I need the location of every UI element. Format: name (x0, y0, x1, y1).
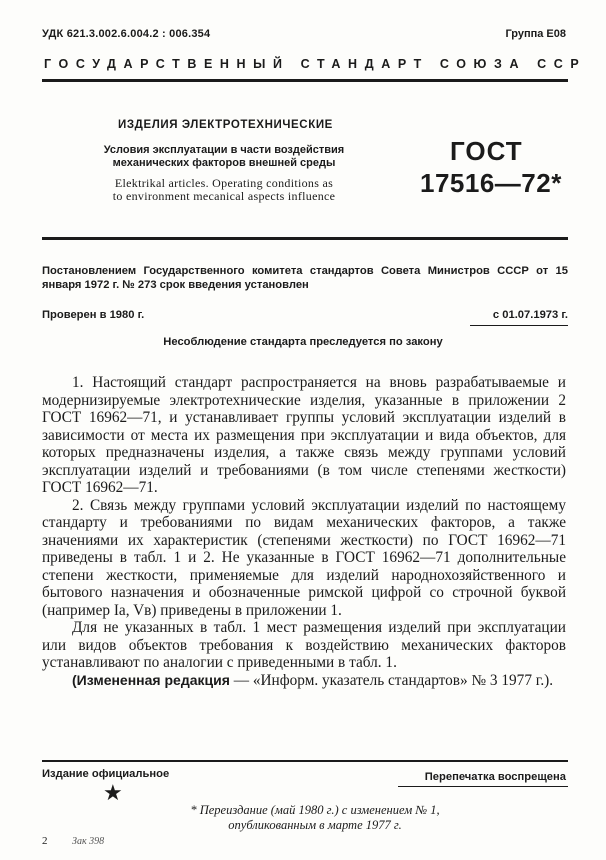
title-divider (42, 237, 568, 240)
reissue-note (140, 803, 490, 833)
paragraph: 1. Настоящий стандарт распространяется на вновь разрабатываемые и модернизируемые электротехнические изделия, указанные в приложении 2 ГОСТ 16962—71, и устанавливает группы условий эксплуатации изделий в зависимости от места их размещения при эксплуатации и вида объектов, для которых предназначены изделия, а также связь между группами условий эксплуатации изделий и требованиями (в том числе степенями жесткости) ГОСТ 16962—71. (42, 374, 566, 496)
gost-number: 17516—72* (420, 168, 562, 198)
title-subtitle (88, 144, 360, 170)
top-divider (42, 79, 568, 82)
page-number: 2 (42, 835, 48, 847)
order-number: Зак 398 (72, 836, 105, 847)
title-english-line: Elektrikal articles. Operating conditions as (114, 176, 334, 190)
official-edition: Издание официальное (42, 768, 170, 780)
standard-body (42, 374, 566, 689)
udk-code: УДК 621.3.002.6.004.2 : 006.354 (42, 28, 211, 40)
reprint-underline (398, 786, 568, 787)
law-notice: Несоблюдение стандарта преследуется по закону (163, 336, 443, 348)
title-english-line: to environment mecanical aspects influence (112, 189, 336, 203)
date-underline (470, 325, 568, 326)
reissue-line: * Переиздание (май 1980 г.) с изменением № 1, (190, 803, 440, 817)
paragraph: 2. Связь между группами условий эксплуатации изделий по настоящему стандарту и требованиями по видам механических факторов, а также значениями их характеристик (степенями жесткости) по ГОСТ 16962—71 приведены в табл. 1 и 2. Не указанные в ГОСТ 16962—71 дополнительные степени жесткости, применяемые для изделий народнохозяйственного и бытового назначения и обозначенные римской цифрой со строчной буквой (например Ia, Vв) приведены в приложении 1. (42, 496, 566, 619)
reissue-line: опубликованным в марте 1977 г. (228, 818, 402, 832)
introduction-date: с 01.07.1973 г. (492, 309, 568, 321)
paragraph: Для не указанных в табл. 1 мест размещения изделий при эксплуатации или видов объектов требования к воздействию механических факторов устанавливают по аналогии с приведенными в табл. 1. (42, 619, 566, 671)
gost-label: ГОСТ (450, 136, 523, 166)
decree-text: Постановлением Государственного комитета стандартов Совета Министров СССР от 15 января 1972 г. № 273 срок введения установлен (42, 265, 568, 291)
footer-divider (42, 760, 568, 762)
title-subtitle-line: механических факторов внешней среды (112, 157, 336, 169)
reprint-prohibited: Перепечатка воспрещена (424, 771, 566, 783)
title-subtitle-line: Условия эксплуатации в части воздействия (103, 144, 345, 156)
title-main: ИЗДЕЛИЯ ЭЛЕКТРОТЕХНИЧЕСКИЕ (118, 119, 333, 131)
state-standard-heading: ГОСУДАРСТВЕННЫЙ СТАНДАРТ СОЮЗА ССР (44, 57, 587, 71)
revision-rest: — «Информ. указатель стандартов» № 3 1977 г.). (229, 671, 554, 689)
group-code: Группа Е08 (505, 28, 566, 40)
revision-label: (Измененная редакция (72, 671, 230, 688)
star-icon: ★ (103, 780, 123, 805)
title-english (82, 177, 366, 203)
revision-note (42, 672, 566, 690)
checked-year: Проверен в 1980 г. (42, 309, 145, 321)
